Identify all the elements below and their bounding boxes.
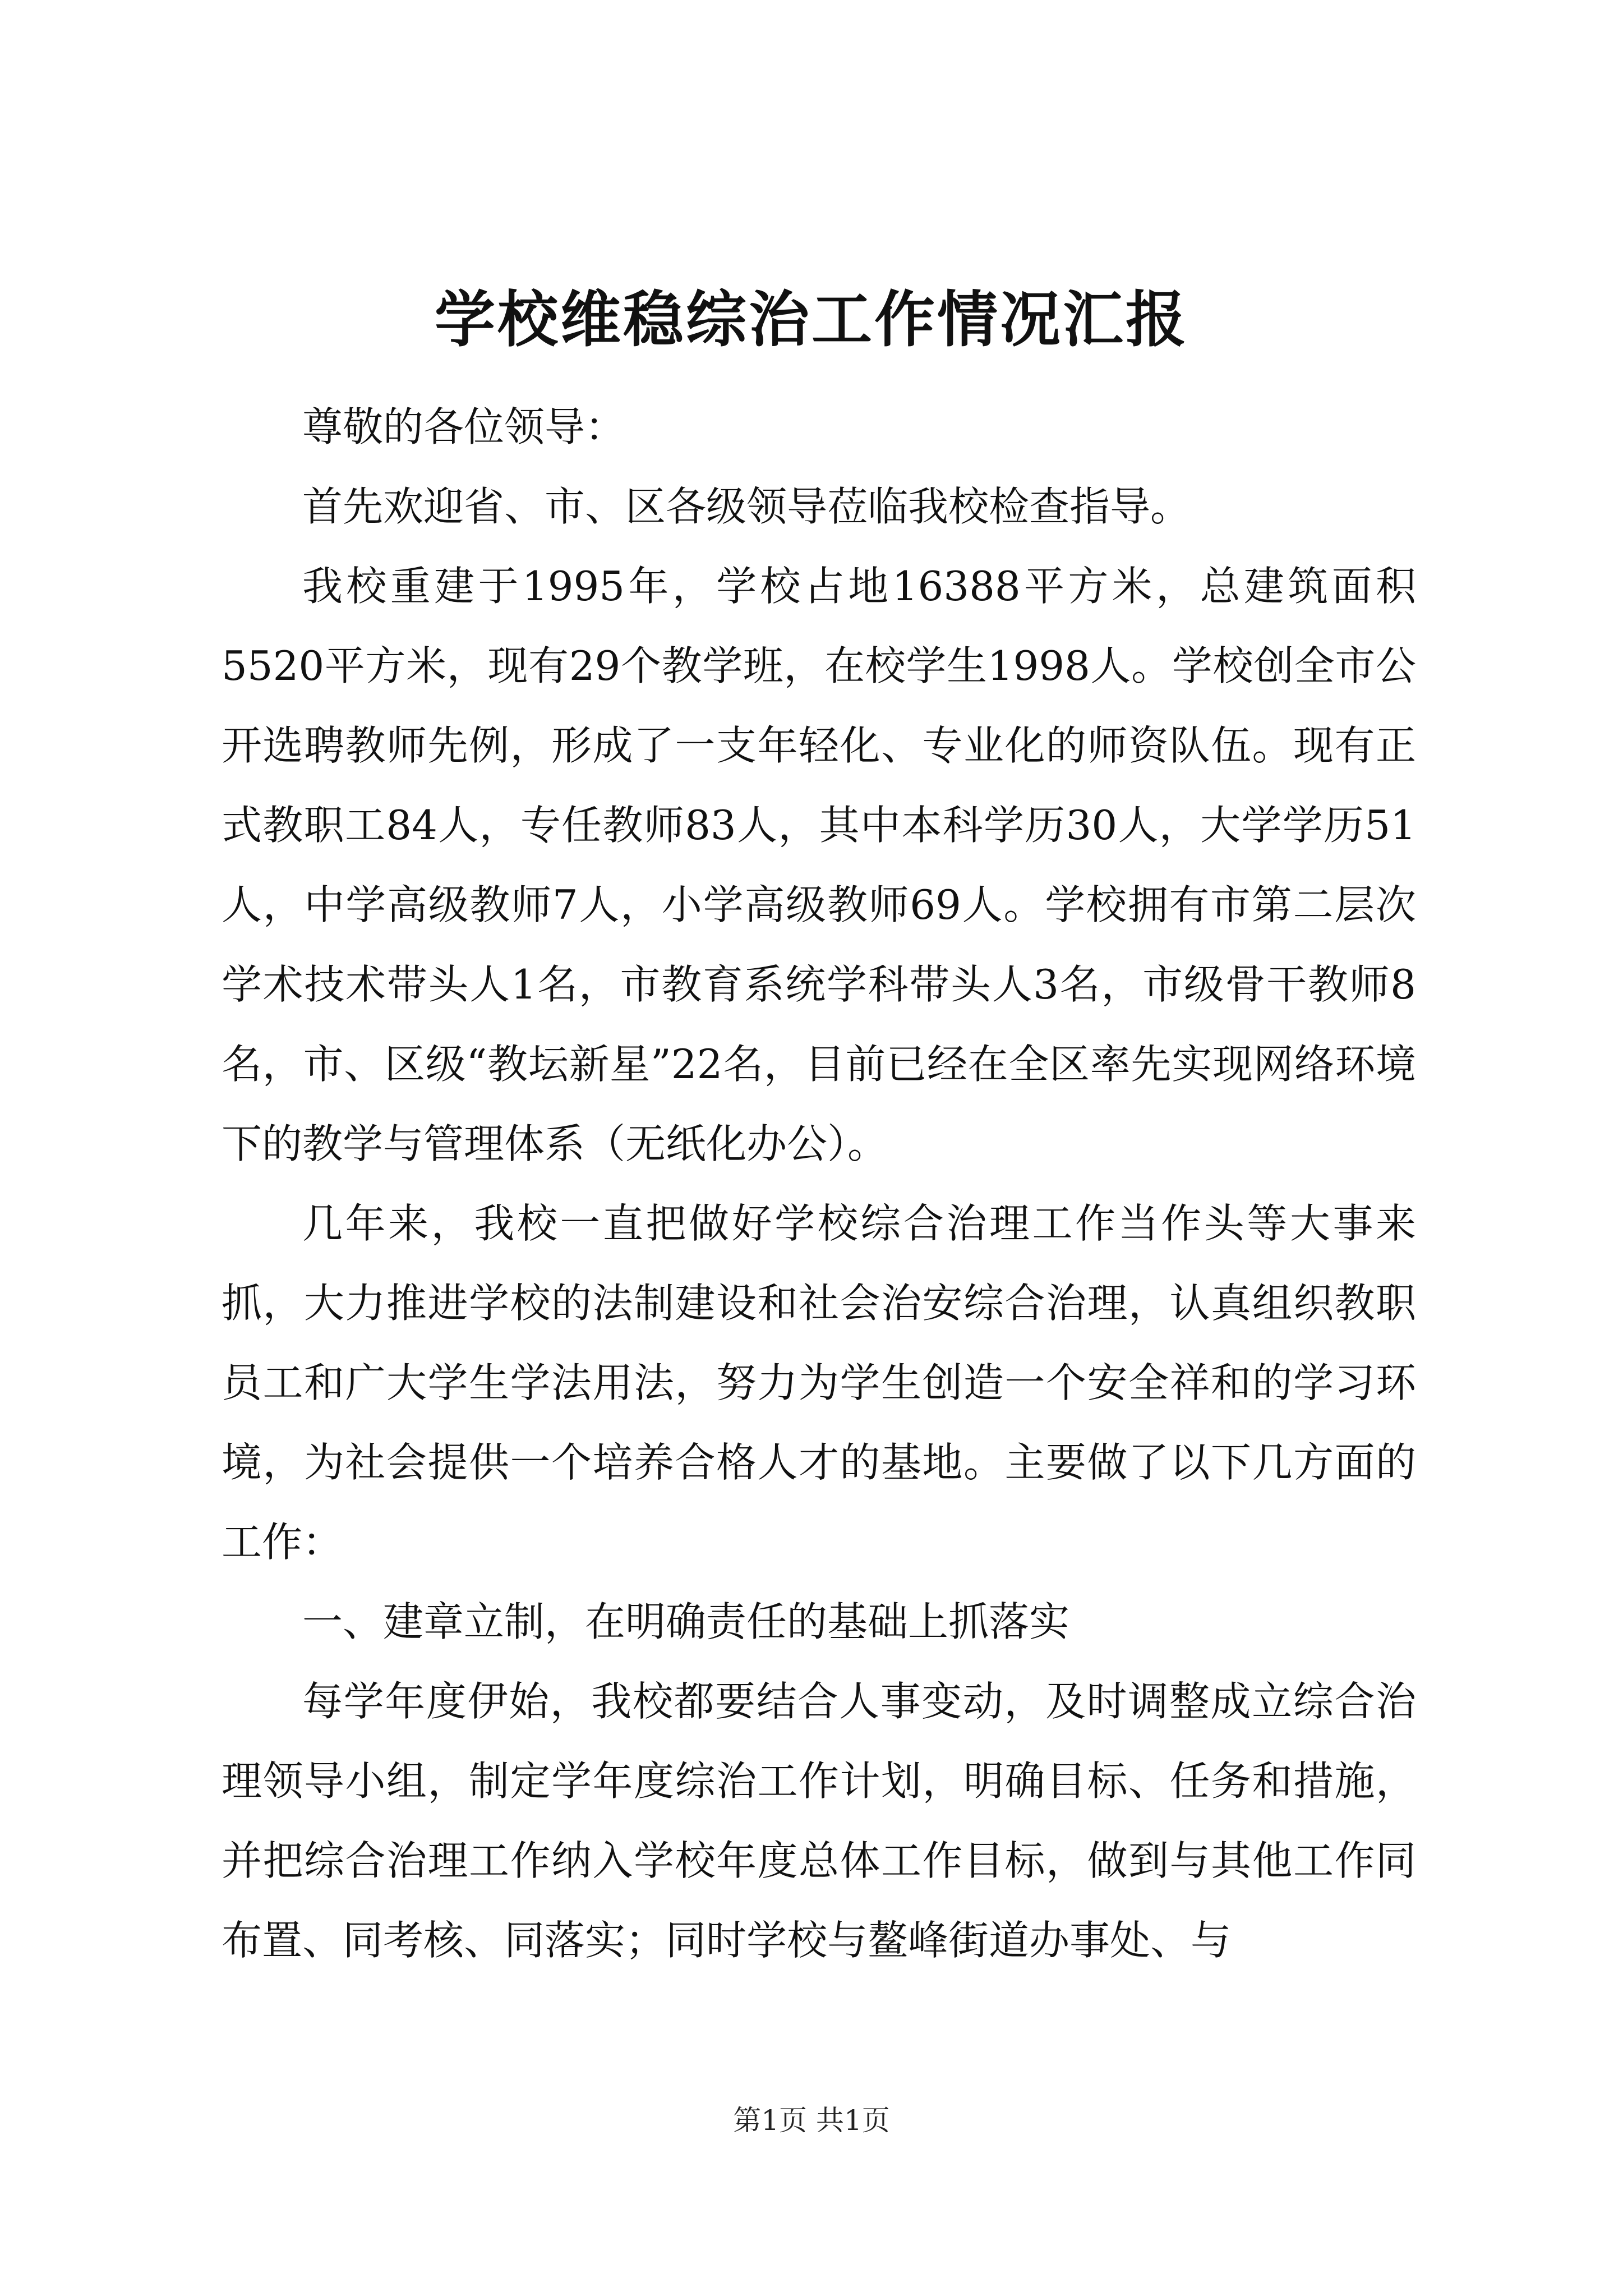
paragraph-school-overview: 我校重建于1995年，学校占地16388平方米，总建筑面积5520平方米，现有29个教学班，在校学生1998人。学校创全市公开选聘教师先例，形成了一支年轻化、专业化的师资队伍。现有正式教职工84人，专任教师83人，其中本科学历30人，大学学历51人，中学高级教师7人，小学高级教师69人。学校拥有市第二层次学术技术带头人1名，市教育系统学科带头人3名，市级骨干教师8名，市、区级“教坛新星”22名，目前已经在全区率先实现网络环境下的教学与管理体系（无纸化办公）。 — [222, 563, 1416, 1167]
page-number-footer: 第1页 共1页 — [733, 2104, 890, 2137]
paragraph-work-summary: 几年来，我校一直把做好学校综合治理工作当作头等大事来抓，大力推进学校的法制建设和社会治安综合治理，认真组织教职员工和广大学生学法用法，努力为学生创造一个安全祥和的学习环境，为社会提供一个培养合格人才的基地。主要做了以下几方面的工作： — [222, 1200, 1416, 1566]
paragraph-welcome: 首先欢迎省、市、区各级领导莅临我校检查指导。 — [302, 483, 1191, 530]
paragraph-salutation: 尊敬的各位领导： — [302, 403, 626, 450]
document-body — [222, 387, 1416, 1980]
paragraph-section-1-body: 每学年度伊始，我校都要结合人事变动，及时调整成立综合治理领导小组，制定学年度综治工作计划，明确目标、任务和措施，并把综合治理工作纳入学校年度总体工作目标，做到与其他工作同布置、同考核、同落实；同时学校与鳌峰街道办事处、与 — [222, 1678, 1416, 1964]
section-heading-1: 一、建章立制，在明确责任的基础上抓落实 — [302, 1598, 1070, 1645]
document-title: 学校维稳综治工作情况汇报 — [434, 284, 1188, 355]
